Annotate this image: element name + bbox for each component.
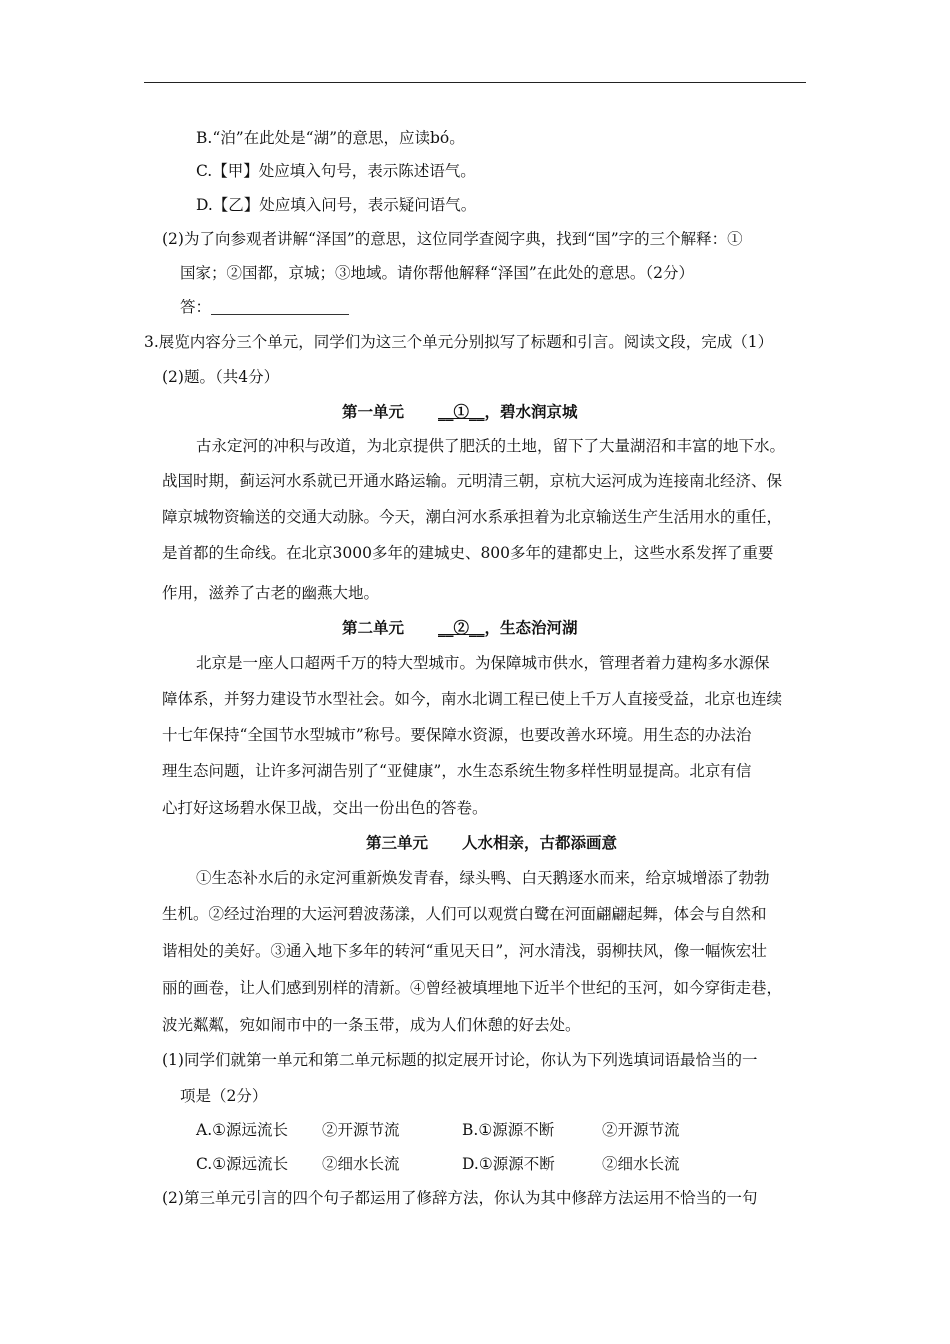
unit3-para-line: 生机。②经过治理的大运河碧波荡漾，人们可以观赏白鹭在河面翩翩起舞，体会与自然和 xyxy=(162,905,767,923)
unit1-title-rest: ，碧水润京城 xyxy=(484,402,578,421)
choice-letter: A. xyxy=(196,1121,213,1139)
choice-c-word-2: ②细水长流 xyxy=(322,1155,400,1173)
unit3-para-line: 丽的画卷，让人们感到别样的清新。④曾经被填埋地下近半个世纪的玉河，如今穿街走巷， xyxy=(162,979,783,997)
unit2-para-line: 障体系，并努力建设节水型社会。如今，南水北调工程已使上千万人直接受益，北京也连续 xyxy=(162,690,783,708)
unit1-title xyxy=(342,401,578,423)
unit2-para-line: 心打好这场碧水保卫战，交出一份出色的答卷。 xyxy=(162,799,488,817)
choice-b[interactable] xyxy=(462,1119,554,1141)
unit3-label: 第三单元 xyxy=(366,833,429,852)
choice-letter: B. xyxy=(462,1121,479,1139)
unit2-label: 第二单元 xyxy=(342,618,405,637)
option-c: C.【甲】处应填入句号，表示陈述语气。 xyxy=(196,162,476,180)
question-2-2-line1: (2)为了向参观者讲解“泽国”的意思，这位同学查阅字典，找到“国”字的三个解释：① xyxy=(162,230,743,248)
unit1-para-line: 障京城物资输送的交通大动脉。今天，潮白河水系承担着为北京输送生产生活用水的重任， xyxy=(162,508,783,526)
question-3-2-line1: (2)第三单元引言的四个句子都运用了修辞方法，你认为其中修辞方法运用不恰当的一句 xyxy=(162,1189,758,1207)
choice-word-1: ①源远流长 xyxy=(212,1121,289,1139)
unit2-title xyxy=(342,617,578,639)
choice-letter: D. xyxy=(462,1155,479,1173)
unit3-title xyxy=(366,832,617,854)
unit1-para-line: 作用，滋养了古老的幽燕大地。 xyxy=(162,584,380,602)
unit2-blank-slot: __②__ xyxy=(438,618,485,637)
unit1-para-line: 古永定河的冲积与改道，为北京提供了肥沃的土地，留下了大量湖沼和丰富的地下水。 xyxy=(196,437,786,455)
question-3-intro-line1: 3.展览内容分三个单元，同学们为这三个单元分别拟写了标题和引言。阅读文段，完成（1） xyxy=(144,333,774,351)
choice-word-1: ①源源不断 xyxy=(478,1155,555,1173)
choice-word-1: ①源源不断 xyxy=(478,1121,555,1139)
unit3-para-line: 谐相处的美好。③通入地下多年的转河“重见天日”，河水清浅，弱柳扶风，像一幅恢宏壮 xyxy=(162,942,767,960)
choice-a-word-2: ②开源节流 xyxy=(322,1121,400,1139)
choice-b-word-2: ②开源节流 xyxy=(602,1121,680,1139)
choice-letter: C. xyxy=(196,1155,213,1173)
answer-label: 答： xyxy=(180,298,212,316)
unit3-title-text: 人水相亲，古都添画意 xyxy=(462,833,618,852)
question-3-1-line2: 项是（2分） xyxy=(180,1087,268,1105)
answer-line xyxy=(180,296,349,318)
choice-d[interactable] xyxy=(462,1153,555,1175)
question-2-2-line2: 国家；②国都，京城；③地域。请你帮他解释“泽国”在此处的意思。（2分） xyxy=(180,264,694,282)
unit1-para-line: 战国时期，蓟运河水系就已开通水路运输。元明清三朝，京杭大运河成为连接南北经济、保 xyxy=(162,472,783,490)
question-3-1-line1: (1)同学们就第一单元和第二单元标题的拟定展开讨论，你认为下列选填词语最恰当的一 xyxy=(162,1051,758,1069)
unit3-para-line: 波光粼粼，宛如闹市中的一条玉带，成为人们休憩的好去处。 xyxy=(162,1016,581,1034)
answer-blank[interactable] xyxy=(211,298,349,315)
choice-a[interactable] xyxy=(196,1119,288,1141)
choice-c[interactable] xyxy=(196,1153,288,1175)
option-d: D.【乙】处应填入问号，表示疑问语气。 xyxy=(196,196,477,214)
unit2-para-line: 十七年保持“全国节水型城市”称号。要保障水资源，也要改善水环境。用生态的办法治 xyxy=(162,726,752,744)
unit2-para-line: 北京是一座人口超两千万的特大型城市。为保障城市供水，管理者着力建构多水源保 xyxy=(196,654,770,672)
question-3-intro-line2: (2)题。（共4分） xyxy=(162,368,280,386)
unit2-para-line: 理生态问题，让许多河湖告别了“亚健康”，水生态系统生物多样性明显提高。北京有信 xyxy=(162,762,752,780)
choice-word-1: ①源远流长 xyxy=(212,1155,289,1173)
unit1-para-line: 是首都的生命线。在北京3000多年的建城史、800多年的建都史上，这些水系发挥了重要 xyxy=(162,544,774,562)
header-rule xyxy=(144,82,806,83)
choice-d-word-2: ②细水长流 xyxy=(602,1155,680,1173)
option-b: B.“泊”在此处是“湖”的意思，应读bó。 xyxy=(196,129,465,147)
unit3-para-line: ①生态补水后的永定河重新焕发青春，绿头鸭、白天鹅逐水而来，给京城增添了勃勃 xyxy=(196,869,770,887)
unit1-label: 第一单元 xyxy=(342,402,405,421)
unit2-title-rest: ，生态治河湖 xyxy=(484,618,578,637)
unit1-blank-slot: __①__ xyxy=(438,402,485,421)
